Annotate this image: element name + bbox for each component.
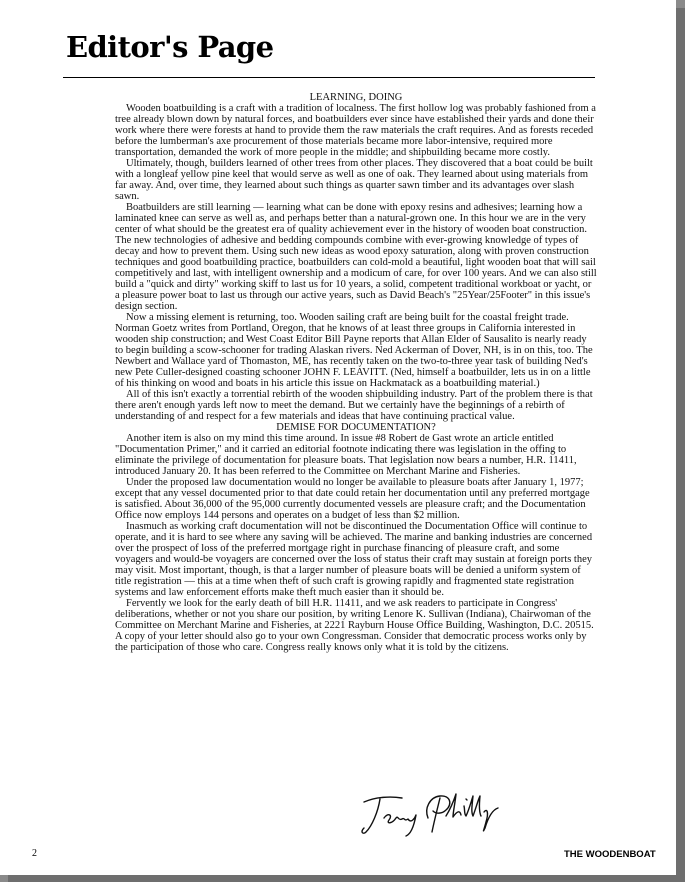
page-shadow-bottom	[8, 875, 685, 882]
paragraph: All of this isn't exactly a torrential rebirth of the wooden shipbuilding industry. Part of the problem there is that there aren't enough yards left now to meet the demand. But we certainly have the beginnings of a rebirth of understanding of and respect for a few materials and ideas that have continuing practical value.	[115, 389, 593, 422]
paragraph: Boatbuilders are still learning — learning what can be done with epoxy resins and adhesives; learning how a laminated knee can serve as well as, and perhaps better than a natural-grown one. In this hour we are in the very center of what should be the greatest era of quality achievement ever in the history of wooden boat construction. The new technologies of adhesive and bedding compounds combine with ever-growing knowledge of types of decay and how to prevent them. Using such new ideas as wood epoxy saturation, along with proven construction techniques and good boatbuilding practice, boatbuilders can cold-mold a beautiful, light wooden boat that will sail competitively and last, with intelligent ownership and a modicum of care, for over 100 years. And we can also still build a "quick and dirty" working skiff to last us for 10 years, a solid, competent traditional workboat or yacht, or a pleasure power boat to last us through our active years, such as David Beach's "25Year/25Footer" in this issue's design section.	[115, 202, 597, 312]
paragraph: Another item is also on my mind this time around. In issue #8 Robert de Gast wrote an article entitled "Documentation Primer," and it carried an editorial footnote indicating there was legislation in the offing to eliminate the privilege of documentation for pleasure boats. That legislation now bears a number, H.R. 11411, introduced January 20. It has been referred to the Committee on Merchant Marine and Fisheries.	[115, 433, 577, 477]
paragraph: Ultimately, though, builders learned of other trees from other places. They discovered that a boat could be built with a longleaf yellow pine keel that would serve as well as one of oak. They learned about using materials from far away. And, over time, they learned about such things as quarter sawn timber and its advantages over slash sawn.	[115, 158, 593, 202]
paragraph: Inasmuch as working craft documentation will not be discontinued the Documentation Office will continue to operate, and it is hard to see where any saving will be achieved. The marine and banking industries are concerned over the prospect of loss of the preferred mortgage right in purchase financing of pleasure craft, and some voyagers and would-be voyagers are concerned over the loss of status their craft may sustain at foreign ports they may visit. Most important, though, is that a larger number of pleasure boats will be denied a uniform system of title registration — this at a time when theft of such craft is growing rapidly and fragmented state registration systems and law enforcement efforts make theft much easier than it should be.	[115, 521, 593, 598]
section-heading-documentation: DEMISE FOR DOCUMENTATION?	[276, 422, 436, 433]
magazine-name: THE WOODENBOAT	[564, 849, 656, 860]
title-rule	[63, 77, 595, 78]
paragraph: Now a missing element is returning, too. Wooden sailing craft are being built for the coastal freight trade. Norman Goetz writes from Portland, Oregon, that he knows of at least three groups in California interested in wooden ship construction; and West Coast Editor Bill Payne reports that Allan Elder of Sausalito is nearly ready to begin building a scow-schooner for trading Alaskan rivers. Ned Ackerman of Dover, NH, is in on this, too. The Newbert and Wallace yard of Thomaston, ME, has recently taken on the two-to-three year task of building Ned's new Pete Culler-designed coasting schooner JOHN F. LEAVITT. (Ned, himself a boatbuilder, lets us in on a little of his thinking on wood and boats in his article this issue on Hackmatack as a boatbuilding material.)	[115, 312, 593, 389]
page-number: 2	[32, 848, 37, 859]
paragraph: Under the proposed law documentation would no longer be available to pleasure boats after January 1, 1977; except that any vessel documented prior to that date could retain her documentation until any preferred mortgage is satisfied. About 36,000 of the 95,000 currently documented vessels are pleasure craft; and the Documentation Office now employs 144 persons and operates on a budget of less than $2 million.	[115, 477, 590, 521]
editorial-article	[115, 92, 597, 653]
section-heading-learning: LEARNING, DOING	[309, 92, 403, 103]
page-shadow-right	[676, 8, 685, 882]
paragraph: Fervently we look for the early death of bill H.R. 11411, and we ask readers to participate in Congress' deliberations, whether or not you share our position, by writing Lenore K. Sullivan (Indiana), Chairwoman of the Committee on Merchant Marine and Fisheries, at 2221 Rayburn House Office Building, Washington, D.C. 20515. A copy of your letter should also go to your own Congressman. Consider that democratic process works only by the participation of those who care. Congress really knows only what it is told by the citizens.	[115, 598, 594, 653]
page-title: Editor's Page	[66, 30, 274, 64]
editor-signature	[358, 788, 513, 838]
paragraph: Wooden boatbuilding is a craft with a tradition of localness. The first hollow log was probably fashioned from a tree already blown down by natural forces, and boatbuilders ever since have established their yards and done their work where there were forests at hand to provide them the raw materials the craft requires. And as forests receded before the lumberman's axe procurement of those materials became more labor-intensive, required more transportation, demanded the work of more people in the middle; and shipbuilding became more costly.	[115, 103, 596, 158]
